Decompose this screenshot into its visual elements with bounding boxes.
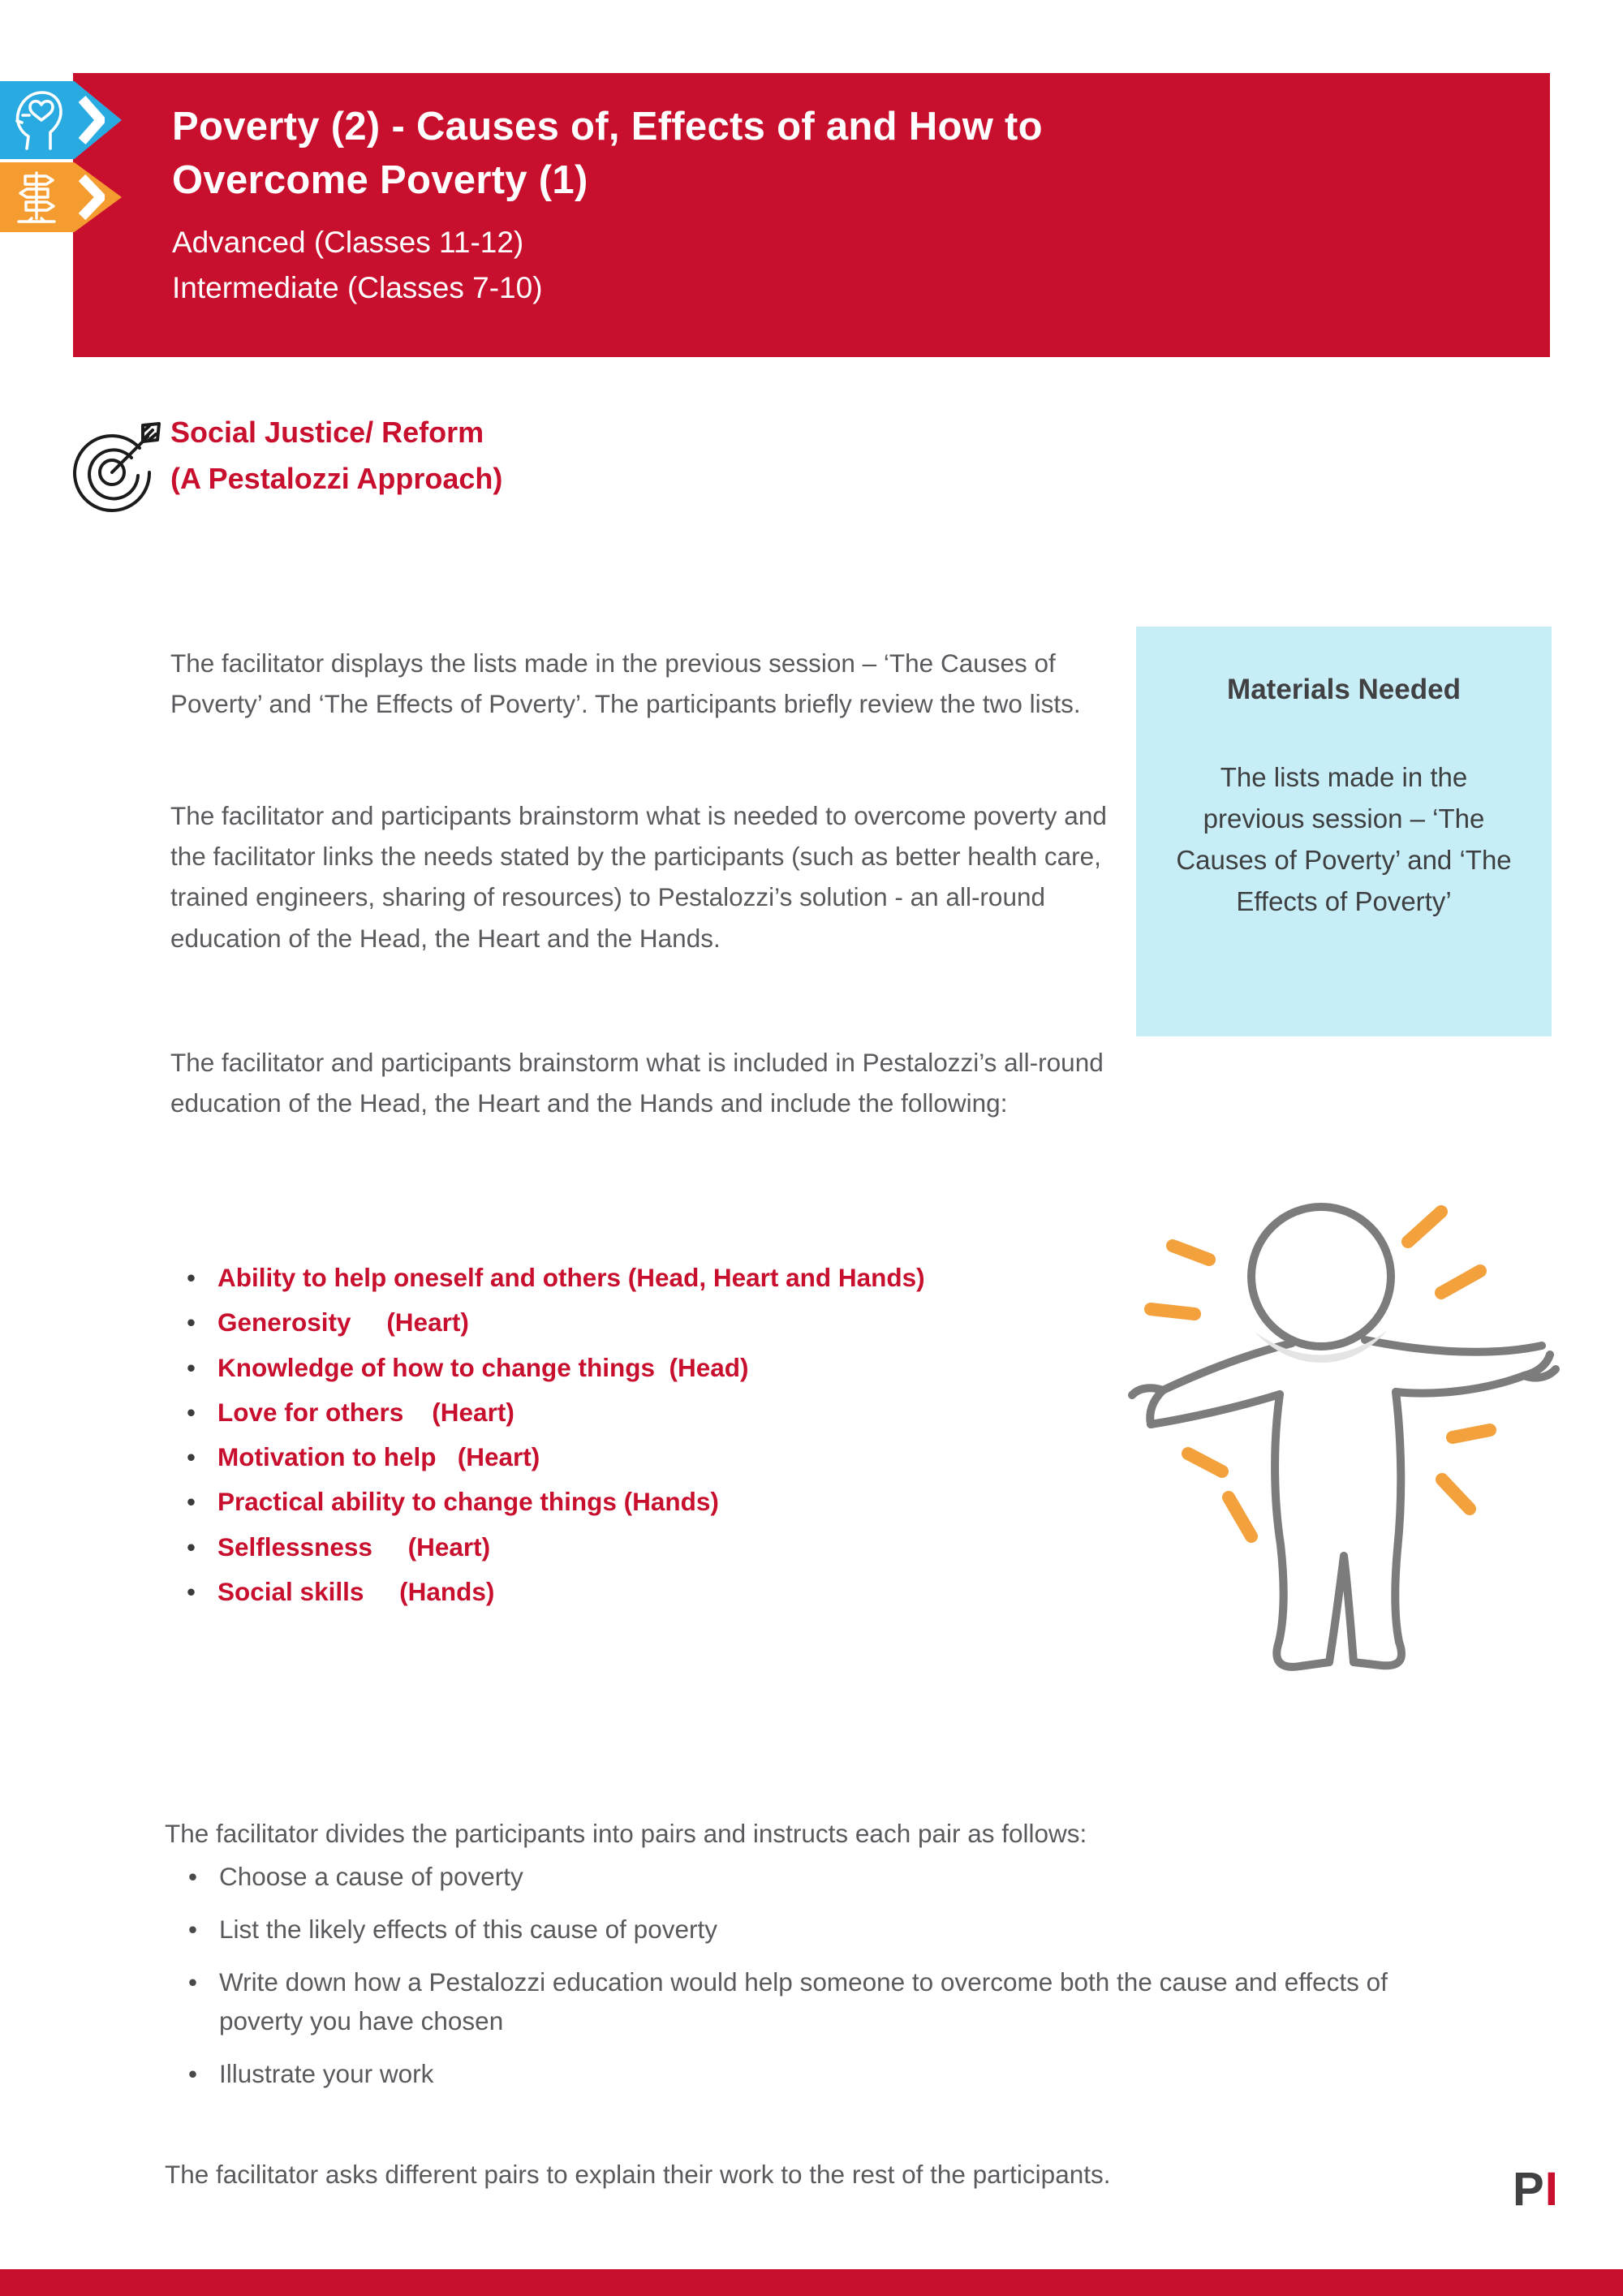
page-title <box>172 101 1518 207</box>
quality-item: • Knowledge of how to change things (Head) <box>180 1346 1097 1389</box>
quality-item: • Generosity (Heart) <box>180 1301 1097 1343</box>
page-title-line2: Overcome Poverty (1) <box>172 157 588 202</box>
quality-item: • Love for others (Heart) <box>180 1391 1097 1433</box>
paragraph-pairs-intro: The facilitator divides the participants into pairs and instructs each pair as follows: <box>165 1818 1087 1848</box>
materials-body: The lists made in the previous session – ‘The Causes of Poverty’ and ‘The Effects of Poverty’ <box>1176 762 1512 917</box>
level-advanced: Advanced (Classes 11-12) <box>172 226 524 260</box>
quality-item: • Practical ability to change things (Hands) <box>180 1480 1097 1523</box>
person-illustration <box>1079 1148 1582 1700</box>
instruction-item: • Write down how a Pestalozzi education would help someone to overcome both the cause and effects of poverty you have chosen <box>183 1962 1466 2042</box>
materials-title: Materials Needed <box>1227 674 1461 705</box>
paragraph-review-lists: The facilitator displays the lists made in the previous session – ‘The Causes of Poverty’ and ‘The Effects of Poverty’. The participants briefly review the two lists. <box>170 648 1081 718</box>
topic-line1: Social Justice/ Reform <box>170 416 484 449</box>
instruction-item: • List the likely effects of this cause of poverty <box>183 1910 1466 1949</box>
instruction-item: • Choose a cause of poverty <box>183 1857 1466 1897</box>
paragraph-brainstorm-needs: The facilitator and participants brainstorm what is needed to overcome poverty and the facilitator links the needs stated by the participants (such as better health care, trained engineers, sharing of resources) to Pestalozzi’s solution - an all-round education of the Head, the Heart and the Hands. <box>170 800 1107 953</box>
quality-item: • Social skills (Hands) <box>180 1570 1097 1613</box>
paragraph-brainstorm-education: The facilitator and participants brainstorm what is included in Pestalozzi’s all-round education of the Head, the Heart and the Hands and include the following: <box>170 1047 1104 1118</box>
level-intermediate: Intermediate (Classes 7-10) <box>172 270 543 304</box>
instructions-list <box>183 1857 1466 2107</box>
signpost-icon <box>12 170 61 225</box>
quality-item: • Selflessness (Heart) <box>180 1526 1097 1568</box>
paragraph-closing: The facilitator asks different pairs to explain their work to the rest of the participants. <box>165 2159 1111 2189</box>
target-arrow-icon <box>65 416 170 513</box>
page-subtitle <box>172 220 1518 310</box>
head-heart-icon <box>12 88 64 152</box>
topic-line2: (A Pestalozzi Approach) <box>170 461 503 495</box>
person-head <box>1251 1207 1391 1346</box>
chevron-right-icon <box>79 96 105 144</box>
pi-logo-p: P <box>1513 2163 1545 2216</box>
qualities-list <box>180 1256 1097 1615</box>
quality-item: • Ability to help oneself and others (Head, Heart and Hands) <box>180 1256 1097 1299</box>
pi-logo-i: I <box>1544 2163 1559 2216</box>
quality-item: • Motivation to help (Heart) <box>180 1436 1097 1478</box>
page-title-line1: Poverty (2) - Causes of, Effects of and How to <box>172 105 1043 149</box>
footer-bar <box>0 2269 1623 2296</box>
header-banner <box>73 73 1550 357</box>
pi-logo <box>1513 2162 1559 2216</box>
topic-heading <box>170 410 502 502</box>
instruction-item: • Illustrate your work <box>183 2054 1466 2094</box>
materials-needed-box <box>1136 627 1552 1036</box>
